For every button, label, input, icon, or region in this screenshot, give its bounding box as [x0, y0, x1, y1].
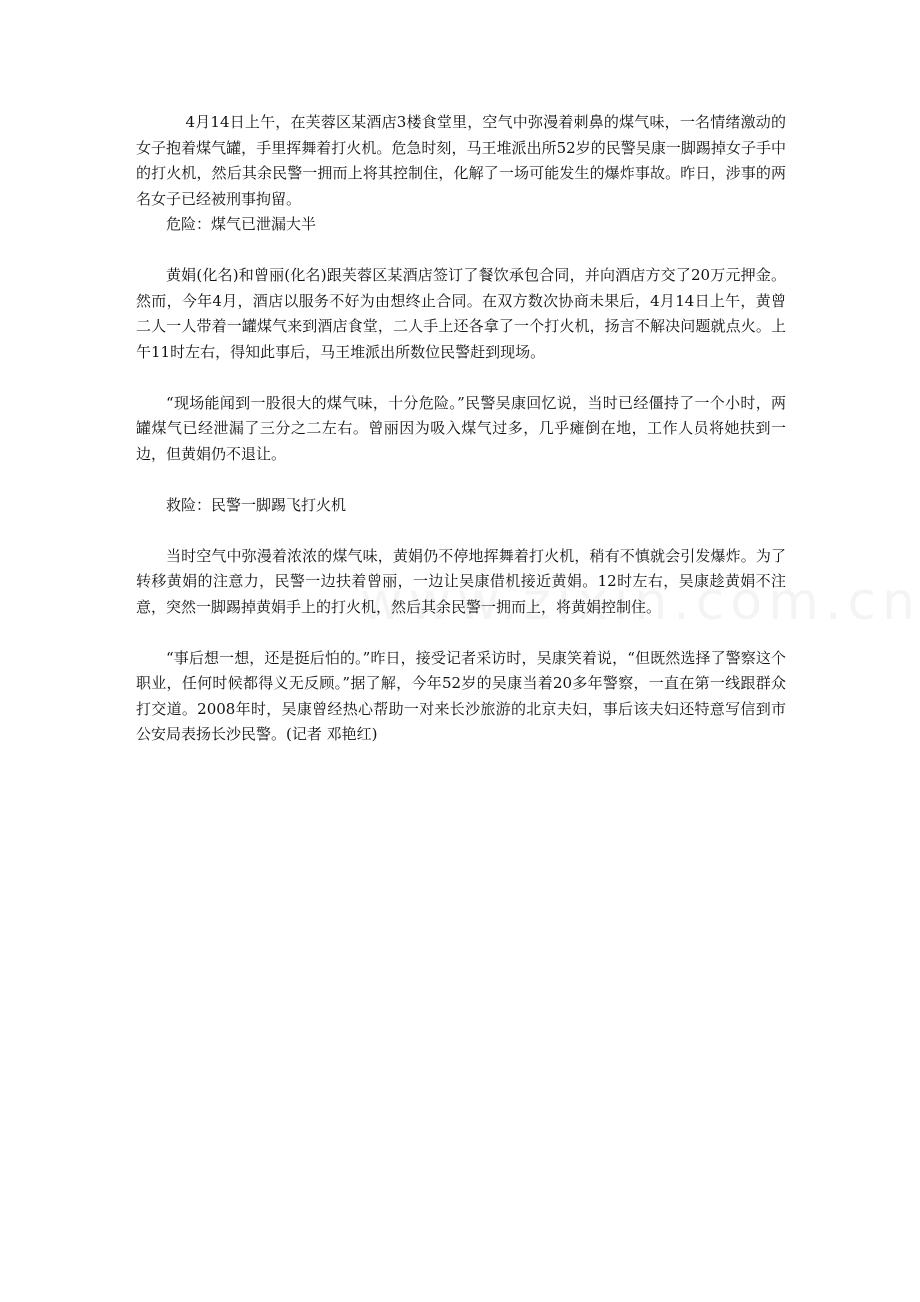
paragraph-spacer	[136, 620, 786, 646]
section-heading-danger: 危险：煤气已泄漏大半	[166, 215, 317, 233]
paragraph-closing: “事后想一想，还是挺后怕的。”昨日，接受记者采访时，吴康笑着说，“但既然选择了警察这个职业，任何时候都得义无反顾。”据了解，今年52岁的吴康当着20多年警察，一直在第一线跟群众打交道。2008年时，吴康曾经热心帮助一对来长沙旅游的北京夫妇，事后该夫妇还特意写信到市公安局表扬长沙民警。(记者 邓艳红)	[136, 648, 786, 743]
paragraph-spacer	[136, 467, 786, 493]
section-heading-rescue: 救险：民警一脚踢飞打火机	[166, 495, 347, 514]
article-body	[136, 110, 786, 748]
paragraph-rescue: 当时空气中弥漫着浓浓的煤气味，黄娟仍不停地挥舞着打火机，稍有不慎就会引发爆炸。为了转移黄娟的注意力，民警一边扶着曾丽，一边让吴康借机接近黄娟。12时左右，吴康趁黄娟不注意，突然一脚踢掉黄娟手上的打火机，然后其余民警一拥而上，将黄娟控制住。	[136, 546, 786, 616]
paragraph-spacer	[136, 365, 786, 391]
paragraph-background: 黄娟(化名)和曾丽(化名)跟芙蓉区某酒店签订了餐饮承包合同，并向酒店方交了20万元押金。然而，今年4月，酒店以服务不好为由想终止合同。在双方数次协商未果后，4月14日上午，黄曾二人一人带着一罐煤气来到酒店食堂，二人手上还各拿了一个打火机，扬言不解决问题就点火。上午11时左右，得知此事后，马王堆派出所数位民警赶到现场。	[136, 266, 786, 361]
paragraph-spacer	[136, 238, 786, 264]
paragraph-intro: 4月14日上午，在芙蓉区某酒店3楼食堂里，空气中弥漫着刺鼻的煤气味，一名情绪激动的女子抱着煤气罐，手里挥舞着打火机。危急时刻，马王堆派出所52岁的民警吴康一脚踢掉女子手中的打火机，然后其余民警一拥而上将其控制住，化解了一场可能发生的爆炸事故。昨日，涉事的两名女子已经被刑事拘留。	[136, 113, 786, 208]
paragraph-quote: “现场能闻到一股很大的煤气味，十分危险。”民警吴康回忆说，当时已经僵持了一个小时，两罐煤气已经泄漏了三分之二左右。曾丽因为吸入煤气过多，几乎瘫倒在地，工作人员将她扶到一边，但黄娟仍不退让。	[136, 393, 786, 463]
paragraph-spacer	[136, 518, 786, 544]
